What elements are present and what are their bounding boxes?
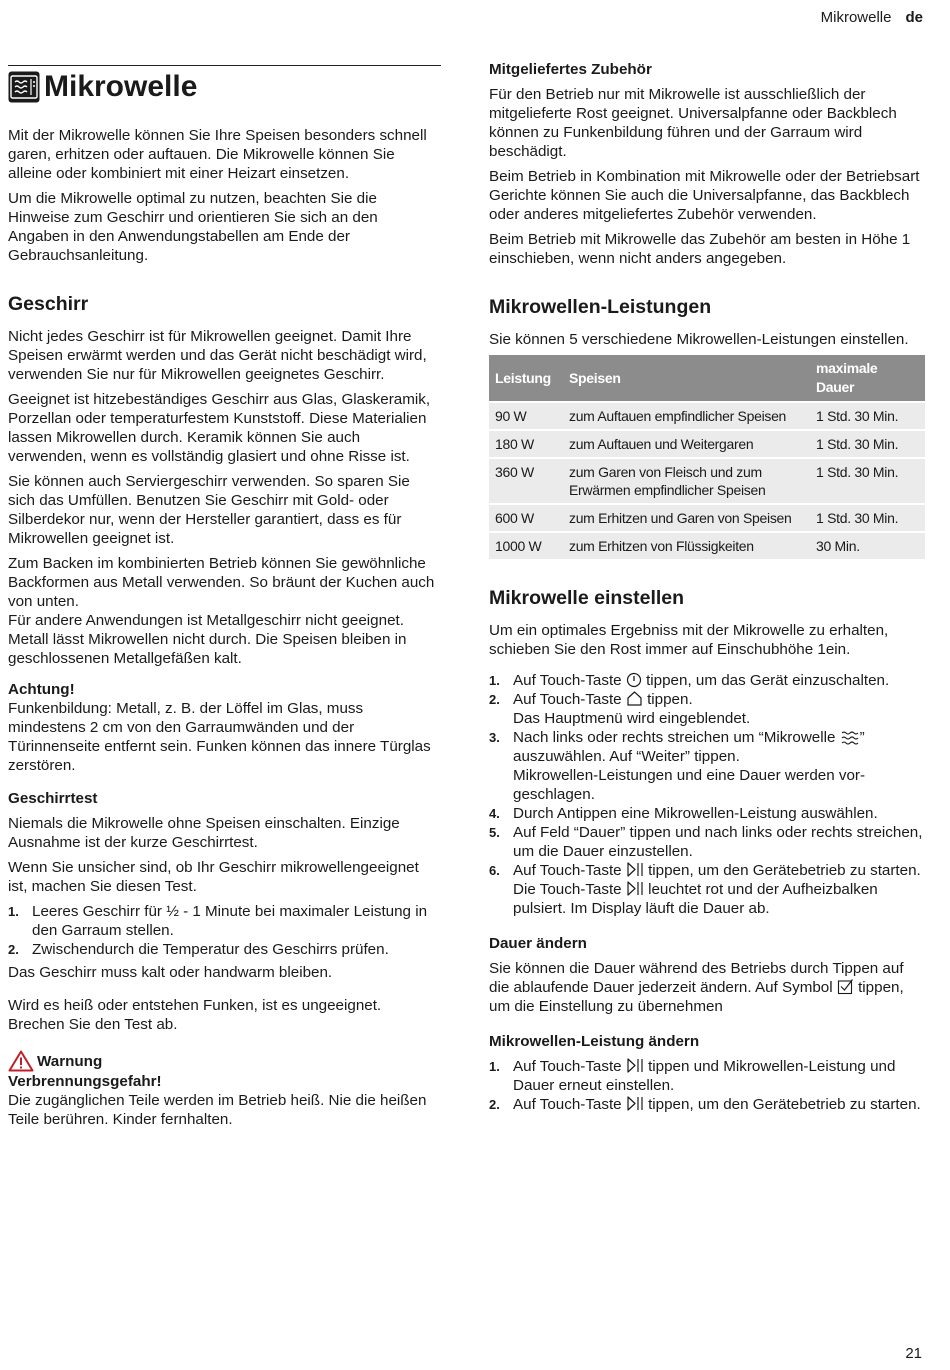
- warning-triangle-icon: [8, 1050, 34, 1072]
- table-header: Speisen: [563, 355, 810, 402]
- table-cell: 1000 W: [489, 532, 563, 559]
- zubehoer-heading: Mitgeliefertes Zubehör: [489, 61, 652, 78]
- table-cell: 1 Std. 30 Min.: [810, 458, 925, 504]
- verbrennung-label: Verbrennungsgefahr!: [8, 1073, 162, 1090]
- table-header-row: [489, 355, 925, 402]
- table-cell: zum Garen von Fleisch und zum Erwärmen empfindlicher Speisen: [563, 458, 810, 504]
- list-item: 1. Leeres Geschirr für ½ - 1 Minute bei maximaler Leistung in den Garraum stellen.: [8, 903, 428, 939]
- geschirr-heading: Geschirr: [8, 293, 89, 315]
- table-cell: 180 W: [489, 430, 563, 458]
- zubehoer-paragraph: Für den Betrieb nur mit Mikrowelle ist ausschließlich der mitgelieferte Rost geeignet. Universalpfanne oder Backblech können zu Funkenbildung führen und der Garraum wird beschädigt.: [489, 86, 897, 160]
- table-row: [489, 504, 925, 532]
- table-cell: 1 Std. 30 Min.: [810, 430, 925, 458]
- geschirrtest-heading: Geschirrtest: [8, 790, 98, 807]
- table-cell: 600 W: [489, 504, 563, 532]
- list-item: 2. Zwischendurch die Temperatur des Geschirrs prüfen.: [8, 941, 389, 958]
- table-row: [489, 532, 925, 559]
- table-header: Leistung: [489, 355, 563, 402]
- start-pause-icon: [626, 861, 644, 878]
- list-item: 6. Auf Touch-Taste tippen, um den Gerätebetrieb zu starten. Die Touch-Taste leuchtet rot und der Aufheizbalken pulsiert. Im Display läuft die Dauer ab.: [489, 862, 921, 917]
- table-cell: zum Auftauen empfindlicher Speisen: [563, 402, 810, 430]
- geschirrtest-paragraph: Wenn Sie unsicher sind, ob Ihr Geschirr mikrowellengeeignet ist, machen Sie diesen Test.: [8, 859, 419, 895]
- geschirrtest-result: Das Geschirr muss kalt oder handwarm bleiben.: [8, 964, 333, 981]
- geschirr-paragraph: Sie können auch Serviergeschirr verwenden. So sparen Sie sich das Umfüllen. Benutzen Sie Geschirr mit Gold- oder Silberdekor nur, wenn der Hersteller garantiert, dass es für Mikrowellen geeignet ist.: [8, 473, 410, 547]
- achtung-text: Funkenbildung: Metall, z. B. der Löffel im Glas, muss mindestens 2 cm von den Garraumwänden und der Türinnenseite entfernt sein. Funken können das innere Türglas zerstören.: [8, 700, 431, 774]
- intro-paragraph-1: Mit der Mikrowelle können Sie Ihre Speisen besonders schnell garen, erhitzen oder auftauen. Die Mikrowelle können Sie alleine oder kombiniert mit einer Heizart einsetzen.: [8, 127, 427, 182]
- list-item: 3. Nach links oder rechts streichen um “Mikrowelle ” auszuwählen. Auf “Weiter” tippen. Mikrowellen-Leistungen und eine Dauer werden vorgeschlagen.: [489, 729, 866, 803]
- dauer-heading: Dauer ändern: [489, 935, 587, 952]
- table-row: [489, 430, 925, 458]
- start-pause-icon: [626, 1095, 644, 1112]
- table-cell: zum Erhitzen und Garen von Speisen: [563, 504, 810, 532]
- power-table: [489, 355, 925, 559]
- table-cell: 360 W: [489, 458, 563, 504]
- geschirr-paragraph: Geeignet ist hitzebeständiges Geschirr aus Glas, Glaskeramik, Porzellan oder temperaturfestem Kunststoff. Diese Materialien lassen Mikrowellen durch. Keramik können Sie auch verwenden, wenn es vollständig glasiert und ohne Risse ist.: [8, 391, 431, 465]
- achtung-label: Achtung!: [8, 681, 75, 698]
- header-section: Mikrowelle: [820, 9, 892, 26]
- right-column: [489, 60, 925, 1118]
- geschirr-paragraph: Zum Backen im kombinierten Betrieb können Sie gewöhnliche Backformen aus Metall verwenden. So bräunt der Kuchen auch von unten.: [8, 555, 435, 610]
- list-item: 1. Auf Touch-Taste tippen und Mikrowellen-Leistung und Dauer erneut einstellen.: [489, 1058, 896, 1094]
- left-column: [8, 60, 441, 1135]
- home-icon: [626, 690, 643, 707]
- einstellen-heading: Mikrowelle einstellen: [489, 587, 685, 609]
- page-number: 21: [905, 1345, 922, 1362]
- table-cell: 1 Std. 30 Min.: [810, 402, 925, 430]
- confirm-check-icon: [837, 978, 854, 995]
- einstellen-steps: [489, 671, 925, 918]
- list-item: 4. Durch Antippen eine Mikrowellen-Leistung auswählen.: [489, 805, 878, 822]
- page-header: [821, 8, 923, 27]
- leistung-aendern-heading: Mikrowellen-Leistung ändern: [489, 1033, 700, 1050]
- page-title: Mikrowelle: [44, 70, 198, 103]
- power-icon: [626, 671, 642, 688]
- table-cell: 1 Std. 30 Min.: [810, 504, 925, 532]
- dauer-paragraph: Sie können die Dauer während des Betriebs durch Tippen auf die ablaufende Dauer jederzeit ändern. Auf Symbol tippen, um die Einstellung zu übernehmen: [489, 960, 904, 1015]
- zubehoer-paragraph: Beim Betrieb in Kombination mit Mikrowelle oder der Betriebsart Gerichte können Sie auch die Universalpfanne, das Backblech oder anderes mitgeliefertes Zubehör verwenden.: [489, 168, 920, 223]
- geschirrtest-fail: Wird es heiß oder entstehen Funken, ist es ungeeignet. Brechen Sie den Test ab.: [8, 997, 382, 1033]
- start-pause-icon: [626, 1057, 644, 1074]
- geschirr-paragraph: Für andere Anwendungen ist Metallgeschirr nicht geeignet. Metall lässt Mikrowellen nicht durch. Die Speisen bleiben in geschlossenen Metallgefäßen kalt.: [8, 612, 407, 667]
- title-row: [8, 65, 441, 104]
- leistungen-heading: Mikrowellen-Leistungen: [489, 296, 712, 318]
- intro-paragraph-2: Um die Mikrowelle optimal zu nutzen, beachten Sie die Hinweise zum Geschirr und orientieren Sie sich an den Angaben in den Anwendungstabellen am Ende der Gebrauchsanleitung.: [8, 190, 378, 264]
- table-row: [489, 458, 925, 504]
- verbrennung-text: Die zugänglichen Teile werden im Betrieb heiß. Nie die heißen Teile berühren. Kinder fernhalten.: [8, 1092, 427, 1128]
- einstellen-intro: Um ein optimales Ergebniss mit der Mikrowelle zu erhalten, schieben Sie den Rost immer auf Einschubhöhe 1ein.: [489, 622, 889, 658]
- list-item: 2. Auf Touch-Taste tippen, um den Gerätebetrieb zu starten.: [489, 1096, 921, 1113]
- table-cell: zum Auftauen und Weitergaren: [563, 430, 810, 458]
- geschirr-paragraph: Nicht jedes Geschirr ist für Mikrowellen geeignet. Damit Ihre Speisen erwärmt werden und das Gerät nicht beschädigt wird, verwenden Sie nur für Mikrowellen geeignetes Geschirr.: [8, 328, 427, 383]
- warning-label: Warnung: [37, 1052, 103, 1070]
- microwave-icon: [8, 71, 40, 103]
- leistung-aendern-steps: [489, 1057, 925, 1114]
- list-item: 1. Auf Touch-Taste tippen, um das Gerät einzuschalten.: [489, 672, 890, 689]
- table-header: maximale Dauer: [810, 355, 925, 402]
- table-cell: zum Erhitzen von Flüssigkeiten: [563, 532, 810, 559]
- table-cell: 90 W: [489, 402, 563, 430]
- microwave-waves-icon: [840, 729, 860, 745]
- leistungen-intro: Sie können 5 verschiedene Mikrowellen-Leistungen einstellen.: [489, 331, 909, 348]
- warning-heading: [8, 1050, 441, 1072]
- zubehoer-paragraph: Beim Betrieb mit Mikrowelle das Zubehör am besten in Höhe 1 einschieben, wenn nicht anders angegeben.: [489, 231, 911, 267]
- table-row: [489, 402, 925, 430]
- geschirrtest-steps: [8, 902, 441, 959]
- list-item: 2. Auf Touch-Taste tippen. Das Hauptmenü wird eingeblendet.: [489, 691, 751, 727]
- header-lang: de: [905, 9, 923, 26]
- list-item: 5. Auf Feld “Dauer” tippen und nach links oder rechts streichen, um die Dauer einzustellen.: [489, 824, 923, 860]
- geschirrtest-paragraph: Niemals die Mikrowelle ohne Speisen einschalten. Einzige Ausnahme ist der kurze Geschirrtest.: [8, 815, 400, 851]
- start-pause-icon: [626, 880, 644, 897]
- table-cell: 30 Min.: [810, 532, 925, 559]
